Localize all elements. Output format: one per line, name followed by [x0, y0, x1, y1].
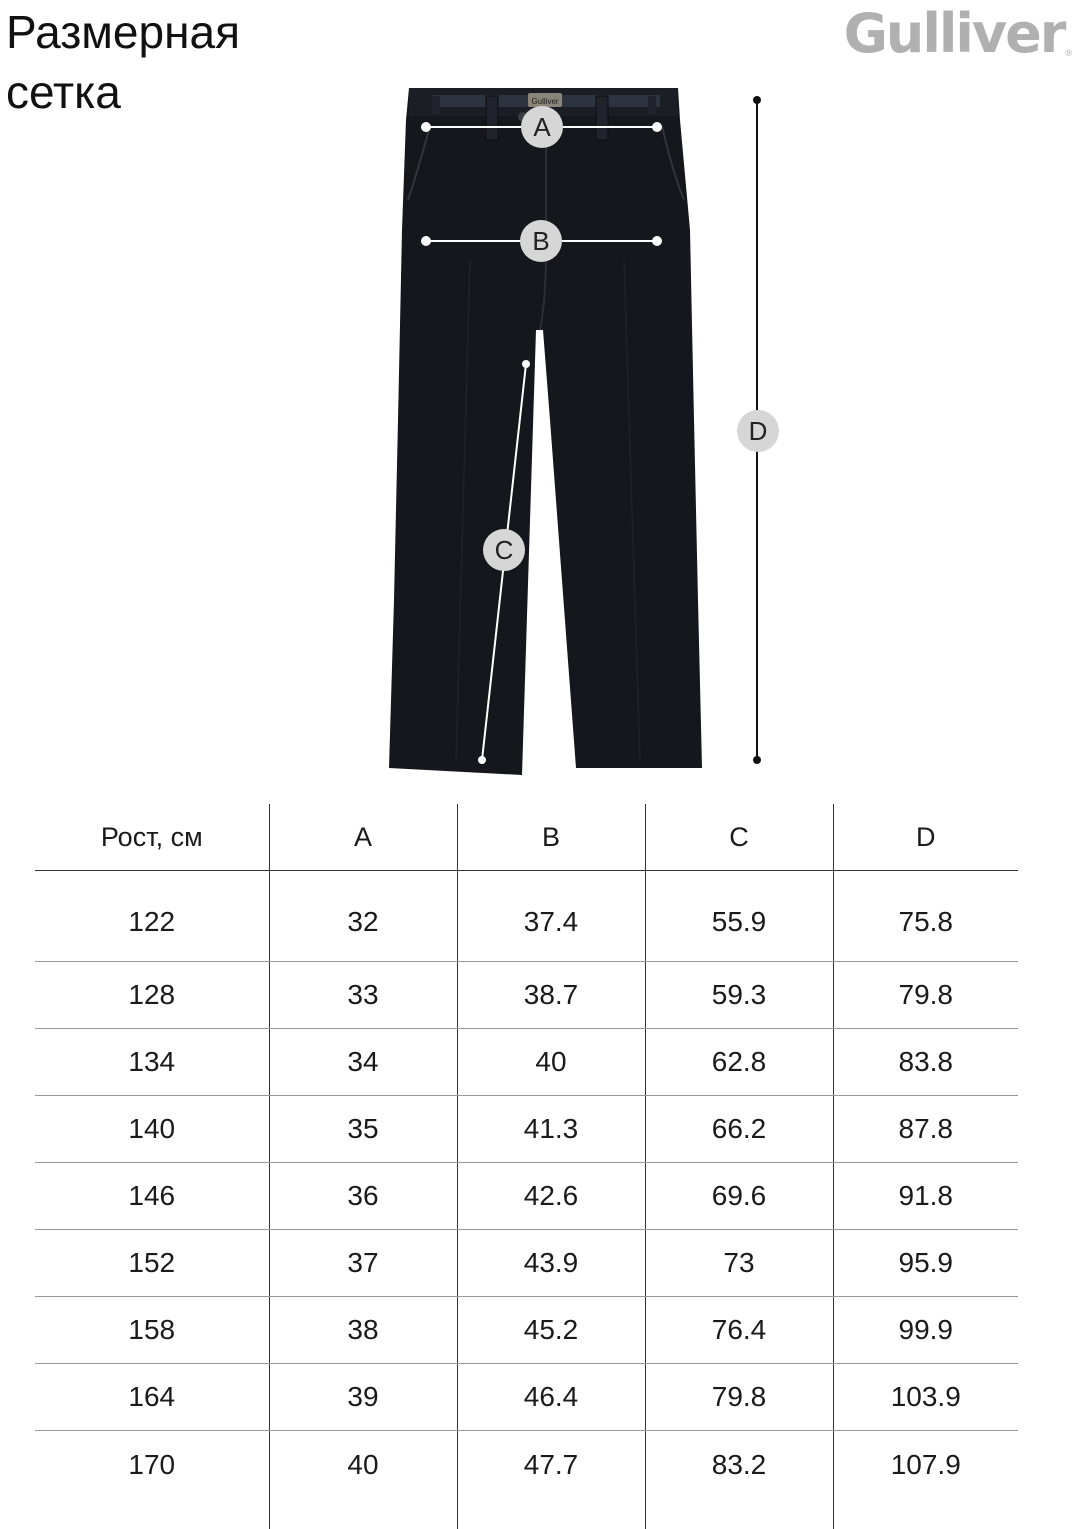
marker-c-label: C — [495, 535, 514, 565]
table-cell: 41.3 — [457, 1096, 645, 1163]
table-cell: 40 — [269, 1431, 457, 1529]
table-cell: 134 — [35, 1029, 269, 1096]
table-cell: 152 — [35, 1230, 269, 1297]
table-cell: 66.2 — [645, 1096, 833, 1163]
table-cell: 47.7 — [457, 1431, 645, 1529]
page-title-line-2: сетка — [6, 62, 240, 122]
table-cell: 32 — [269, 871, 457, 962]
table-row — [35, 1431, 1018, 1529]
belt-loop-left — [486, 96, 498, 140]
table-cell: 146 — [35, 1163, 269, 1230]
table-cell: 158 — [35, 1297, 269, 1364]
table-row — [35, 1163, 1018, 1230]
table-row — [35, 1364, 1018, 1431]
table-cell: 91.8 — [833, 1163, 1018, 1230]
marker-d-label: D — [749, 416, 768, 446]
table-cell: 38.7 — [457, 962, 645, 1029]
table-row — [35, 962, 1018, 1029]
measure-dot-c-top — [522, 360, 530, 368]
table-cell: 55.9 — [645, 871, 833, 962]
table-cell: 140 — [35, 1096, 269, 1163]
column-header-a: A — [269, 804, 457, 871]
table-cell: 33 — [269, 962, 457, 1029]
measure-dot-a-left — [421, 122, 431, 132]
belt-loop-right — [596, 96, 608, 140]
table-cell: 79.8 — [645, 1364, 833, 1431]
measure-dot-b-right — [652, 236, 662, 246]
table-cell: 37 — [269, 1230, 457, 1297]
table-cell: 99.9 — [833, 1297, 1018, 1364]
table-cell: 40 — [457, 1029, 645, 1096]
belt-loop-far-right — [648, 96, 656, 114]
column-header-c: C — [645, 804, 833, 871]
table-cell: 43.9 — [457, 1230, 645, 1297]
table-cell: 128 — [35, 962, 269, 1029]
size-table — [35, 804, 1018, 1529]
table-header-row — [35, 804, 1018, 871]
table-row — [35, 1029, 1018, 1096]
belt-loop-far-left — [432, 96, 440, 114]
table-cell: 164 — [35, 1364, 269, 1431]
registered-mark: ® — [1065, 48, 1072, 58]
table-cell: 39 — [269, 1364, 457, 1431]
table-cell: 35 — [269, 1096, 457, 1163]
measure-dot-c-bottom — [478, 756, 486, 764]
table-cell: 62.8 — [645, 1029, 833, 1096]
table-cell: 95.9 — [833, 1230, 1018, 1297]
column-header-height: Рост, см — [35, 804, 269, 871]
table-cell: 170 — [35, 1431, 269, 1529]
table-cell: 69.6 — [645, 1163, 833, 1230]
table-cell: 59.3 — [645, 962, 833, 1029]
table-cell: 34 — [269, 1029, 457, 1096]
table-cell: 75.8 — [833, 871, 1018, 962]
table-cell: 73 — [645, 1230, 833, 1297]
table-cell: 38 — [269, 1297, 457, 1364]
table-row — [35, 1230, 1018, 1297]
table-cell: 36 — [269, 1163, 457, 1230]
table-cell: 87.8 — [833, 1096, 1018, 1163]
brand-tag-text: Gulliver — [531, 97, 558, 106]
brand-logo-text: Gulliver — [844, 6, 1065, 62]
table-cell: 76.4 — [645, 1297, 833, 1364]
table-cell: 46.4 — [457, 1364, 645, 1431]
column-header-d: D — [833, 804, 1018, 871]
table-row — [35, 1297, 1018, 1364]
marker-a-label: A — [533, 112, 551, 142]
measure-dot-d-bottom — [753, 756, 761, 764]
marker-b-label: B — [532, 226, 549, 256]
measure-dot-a-right — [652, 122, 662, 132]
page-title-line-1: Размерная — [6, 2, 240, 62]
table-cell: 37.4 — [457, 871, 645, 962]
table-cell: 103.9 — [833, 1364, 1018, 1431]
table-cell: 107.9 — [833, 1431, 1018, 1529]
table-cell: 83.2 — [645, 1431, 833, 1529]
table-cell: 42.6 — [457, 1163, 645, 1230]
measure-dot-d-top — [753, 96, 761, 104]
table-row — [35, 1096, 1018, 1163]
measure-dot-b-left — [421, 236, 431, 246]
table-row — [35, 871, 1018, 962]
table-cell: 45.2 — [457, 1297, 645, 1364]
table-cell: 79.8 — [833, 962, 1018, 1029]
column-header-b: B — [457, 804, 645, 871]
table-cell: 83.8 — [833, 1029, 1018, 1096]
table-cell: 122 — [35, 871, 269, 962]
